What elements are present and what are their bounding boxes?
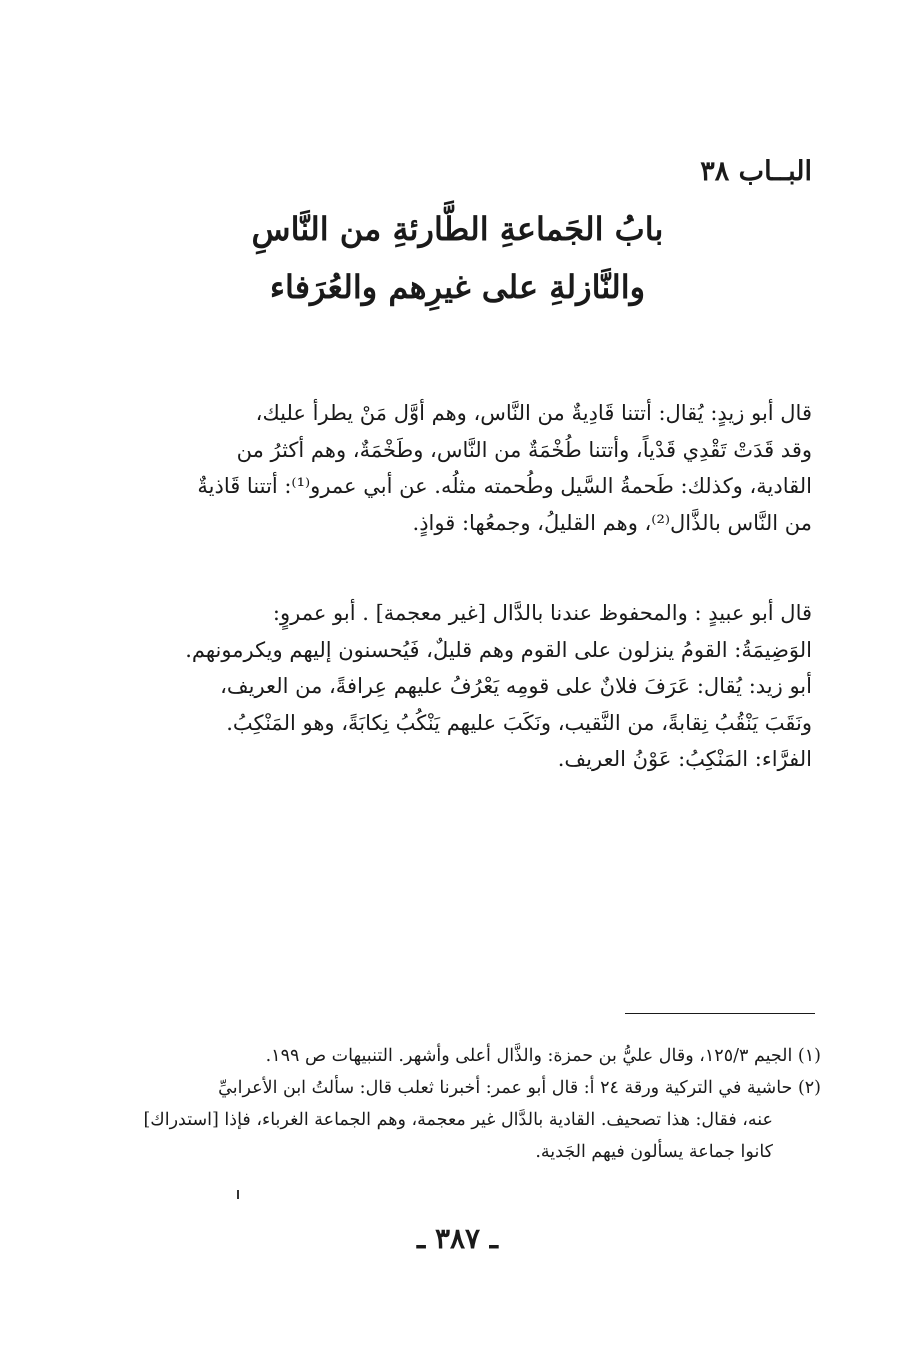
paragraph-line: الوَضِيمَةُ: القومُ ينزلون على القوم وهم قليلٌ، فَيُحسنون إليهم ويكرمونهم. [185,637,812,662]
page-number: ـ ٣٨٧ ـ [416,1222,499,1255]
paragraph-line: أبو زيد: يُقال: عَرَفَ فلانٌ على قومِه يَعْرُفُ عليهم عِرافةً، من العريف، [220,674,812,698]
footnote-2-continued: كانوا جماعة يسألون فيهم الجَدية. [535,1142,773,1162]
section-title-line-1: بابُ الجَماعةِ الطَّارئةِ من النَّاسِ [251,210,664,248]
section-title-line-2: والنَّازلةِ على غيرِهم والعُرَفاء [269,268,646,306]
paragraph-line: الفرَّاء: المَنْكِبُ: عَوْنُ العريف. [557,747,812,771]
chapter-label: البــاب ٣٨ [700,156,812,187]
paragraph-line: من النَّاس بالذَّال⁽²⁾، وهم القليلُ، وجمعُها: قواذٍ. [412,510,812,535]
footnotes [91,1040,821,1168]
footnote-2-continued: عنه، فقال: هذا تصحيف. القادية بالدَّال غير معجمة، وهم الجماعة الغرباء، فإذا [استدراك] [143,1110,773,1130]
footnote-separator [625,1013,815,1014]
footnote-2: (٢) حاشية في التركية ورقة ٢٤ أ: قال أبو عمر: أخبرنا ثعلب قال: سألتُ ابن الأعرابيِّ [218,1078,821,1098]
paragraph-line: قال أبو زيدٍ: يُقال: أتتنا قَادِيةٌ من النَّاس، وهم أوَّل مَنْ يطرأ عليك، [255,401,812,425]
footnote-1: (١) الجيم ١٢٥/٣، وقال عليُّ بن حمزة: والذَّال أعلى وأشهر. التنبيهات ص ١٩٩. [265,1046,821,1066]
paragraph-line: ونَقَبَ يَنْقُبُ نِقابةً، من النَّقيب، ونَكَبَ عليهم يَنْكُبُ نِكابَةً، وهو المَنْكِبُ. [226,710,812,735]
paragraph-line: وقد قَدَتْ تَقْدِي قَدْياً، وأتتنا طُخْمَةٌ من النَّاس، وطَخْمَةٌ، وهم أكثرُ من [236,437,812,462]
paragraph-line: قال أبو عبيدٍ : والمحفوظ عندنا بالدَّال [غير معجمة] . أبو عمروٍ: [272,601,812,625]
print-speck [237,1190,239,1199]
paragraph-2 [105,595,812,778]
paragraph-line: القادية، وكذلك: طَحمةُ السَّيل وطُحمته مثلُه. عن أبي عمرو⁽¹⁾: أتتنا قَاذيةٌ [197,474,812,498]
paragraph-1 [105,395,812,541]
